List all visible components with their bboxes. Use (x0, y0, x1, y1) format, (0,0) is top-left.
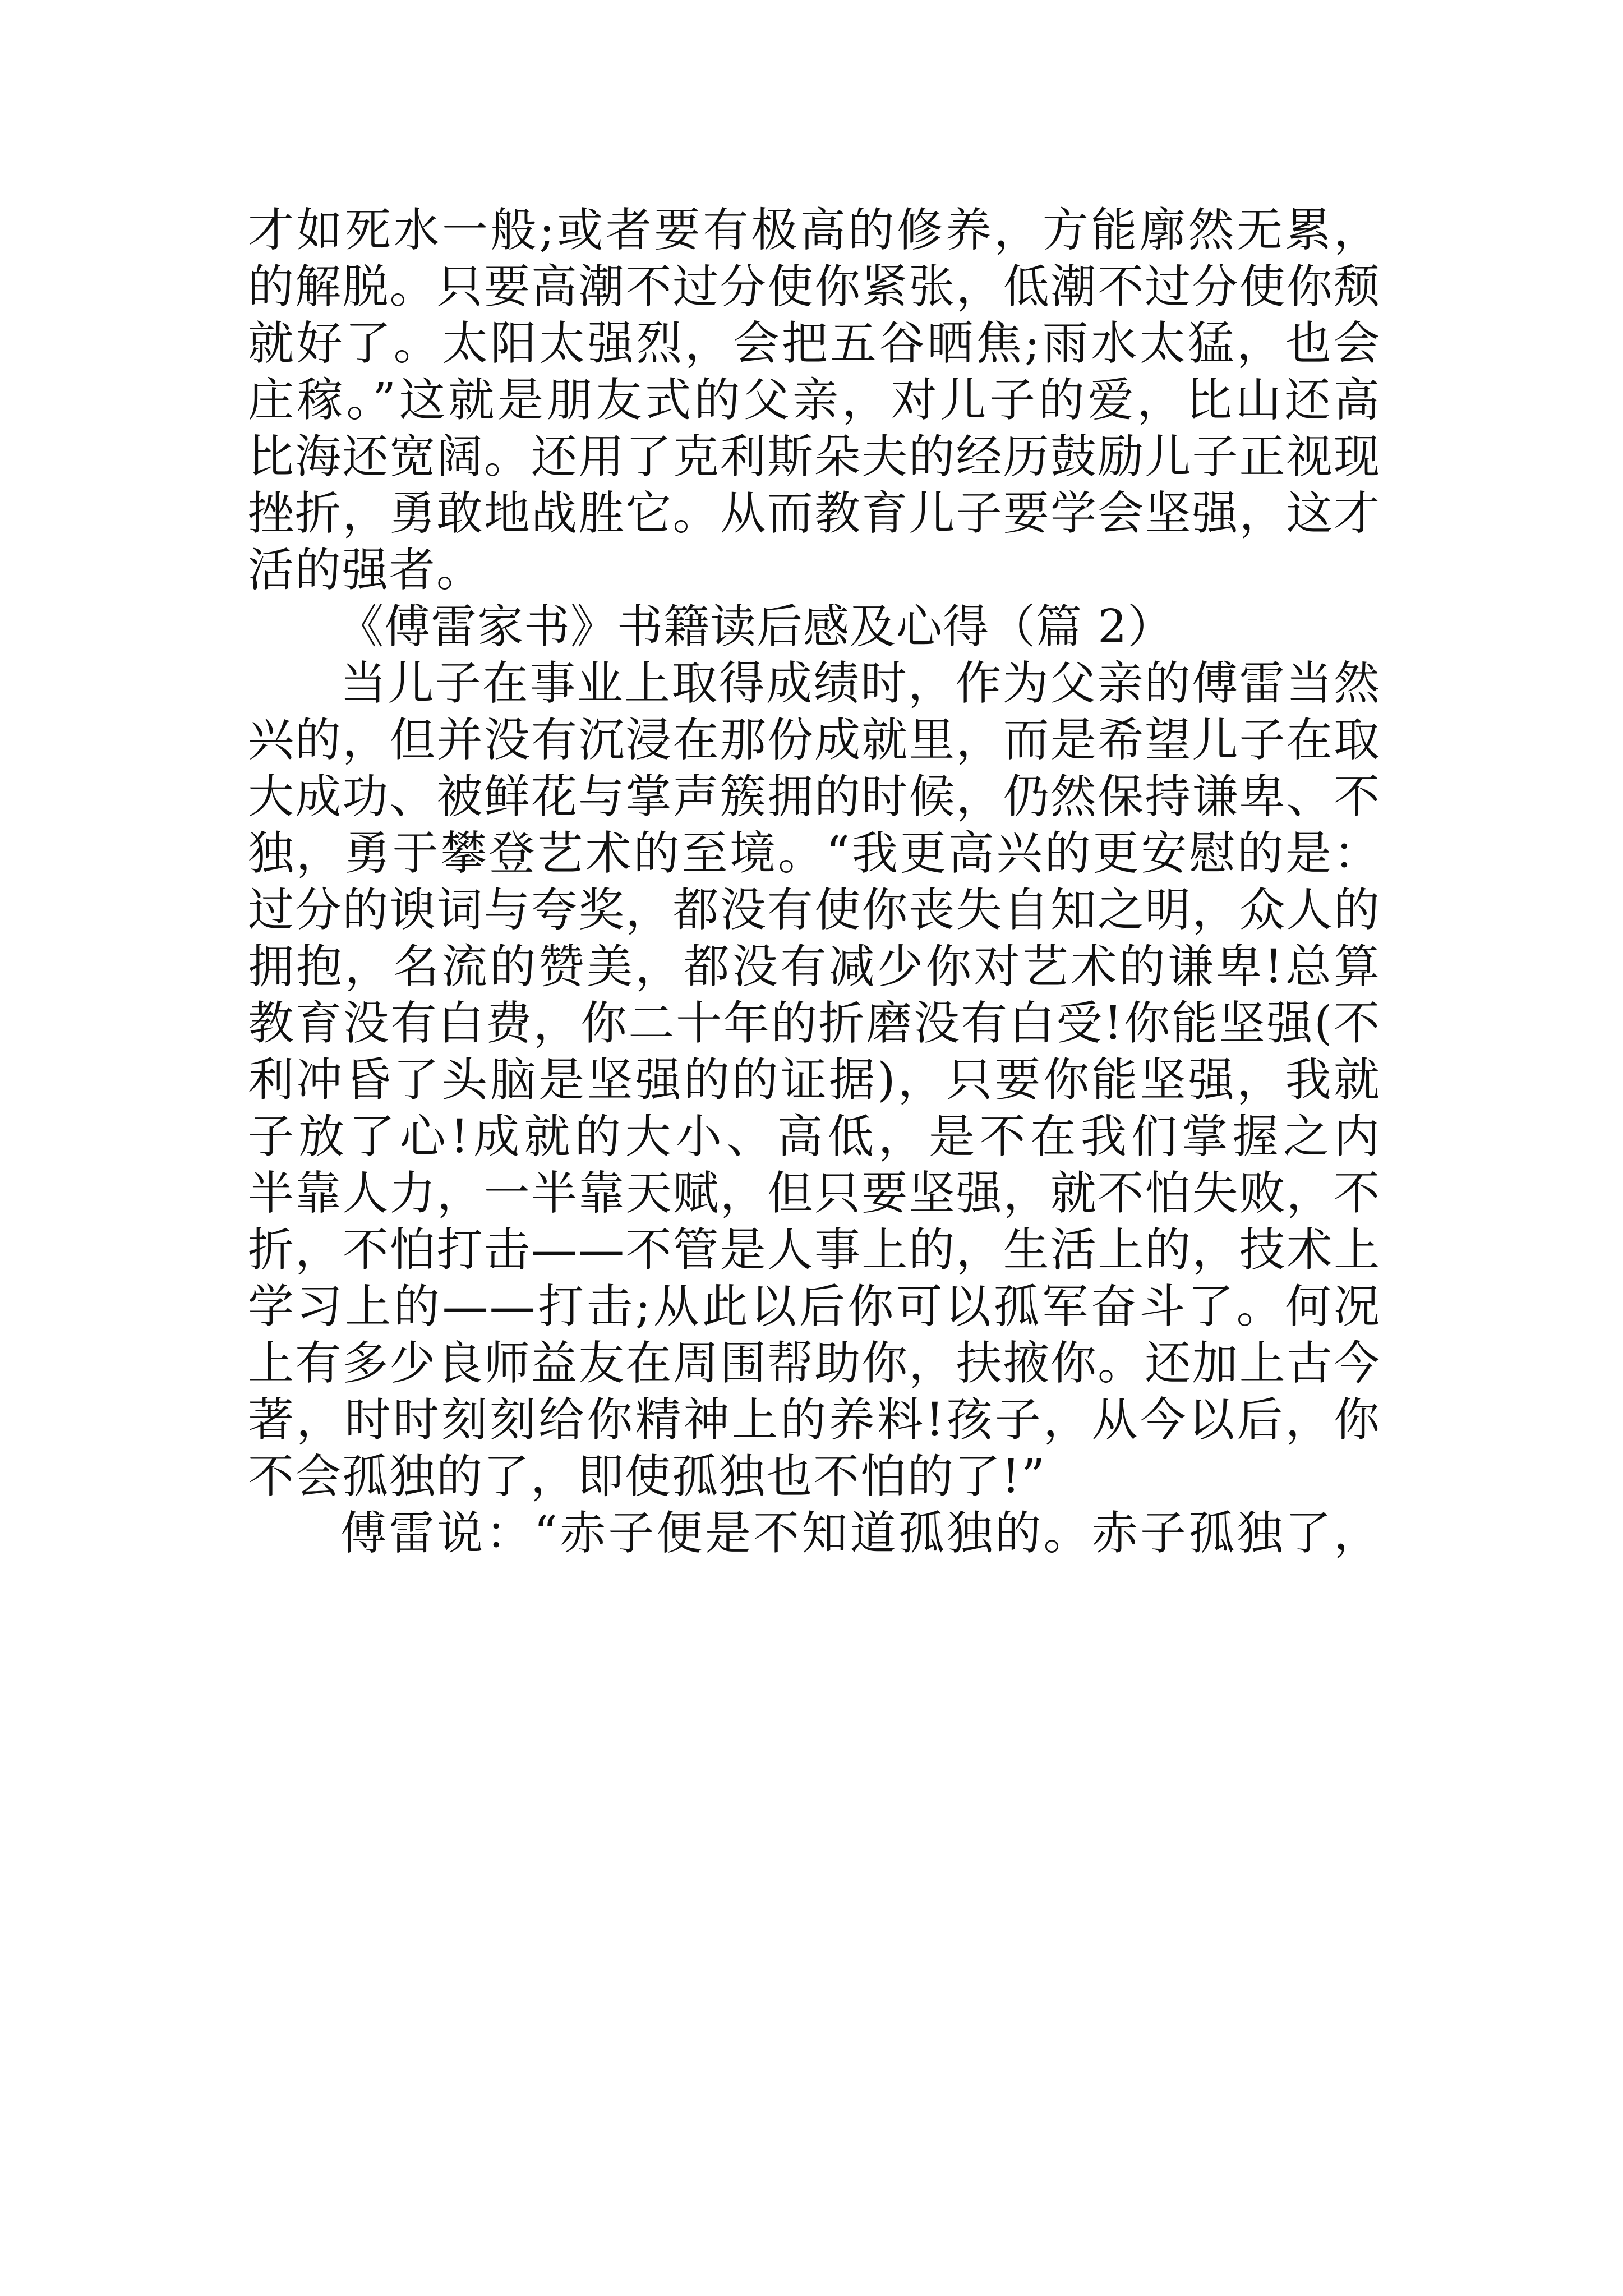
text-line: 大成功、被鲜花与掌声簇拥的时候，仍然保持谦卑、不 (248, 770, 1381, 823)
text-line: 著，时时刻刻给你精神上的养料!孩子，从今以后，你 (248, 1393, 1381, 1447)
text-line: 庄稼。”这就是朋友式的父亲，对儿子的爱，比山还高 (248, 374, 1381, 427)
text-line: 过分的谀词与夸奖，都没有使你丧失自知之明，众人的 (248, 884, 1381, 937)
text-line: 不会孤独的了，即使孤独也不怕的了!” (248, 1450, 1046, 1503)
text-line: 挫折，勇敢地战胜它。从而教育儿子要学会坚强，这才 (248, 487, 1381, 540)
text-line: 就好了。太阳太强烈，会把五谷晒焦;雨水太猛，也会 (248, 317, 1381, 370)
text-line: 教育没有白费，你二十年的折磨没有白受!你能坚强(不 (248, 997, 1381, 1050)
text-line: 利冲昏了头脑是坚强的的证据)，只要你能坚强，我就 (248, 1053, 1381, 1107)
paragraph-first-line: 当儿子在事业上取得成绩时，作为父亲的傅雷当然 (340, 657, 1381, 710)
text-line: 比海还宽阔。还用了克利斯朵夫的经历鼓励儿子正视现 (248, 430, 1381, 484)
body-text (248, 202, 1381, 1562)
text-line: 活的强者。 (248, 544, 484, 597)
text-line: 才如死水一般;或者要有极高的修养，方能廓然无累， (248, 204, 1381, 257)
paragraph-first-line: 傅雷说：“赤子便是不知道孤独的。赤子孤独了， (340, 1507, 1381, 1560)
text-line: 半靠人力，一半靠天赋，但只要坚强，就不怕失败，不 (248, 1167, 1381, 1220)
text-line: 拥抱，名流的赞美，都没有减少你对艺术的谦卑!总算 (248, 940, 1381, 993)
text-line: 子放了心!成就的大小、高低，是不在我们掌握之内 (248, 1110, 1381, 1163)
text-line: 兴的，但并没有沉浸在那份成就里，而是希望儿子在取 (248, 714, 1381, 767)
text-line: 上有多少良师益友在周围帮助你，扶掖你。还加上古今 (248, 1337, 1381, 1390)
text-line: 的解脱。只要高潮不过分使你紧张，低潮不过分使你颓 (248, 260, 1381, 314)
section-heading: 《傅雷家书》书籍读后感及心得（篇 2） (338, 600, 1174, 654)
text-line: 折，不怕打击——不管是人事上的，生活上的，技术上 (248, 1223, 1381, 1277)
text-line: 独，勇于攀登艺术的至境。“我更高兴的更安慰的是： (248, 827, 1381, 880)
text-line: 学习上的——打击;从此以后你可以孤军奋斗了。何况 (248, 1280, 1381, 1333)
